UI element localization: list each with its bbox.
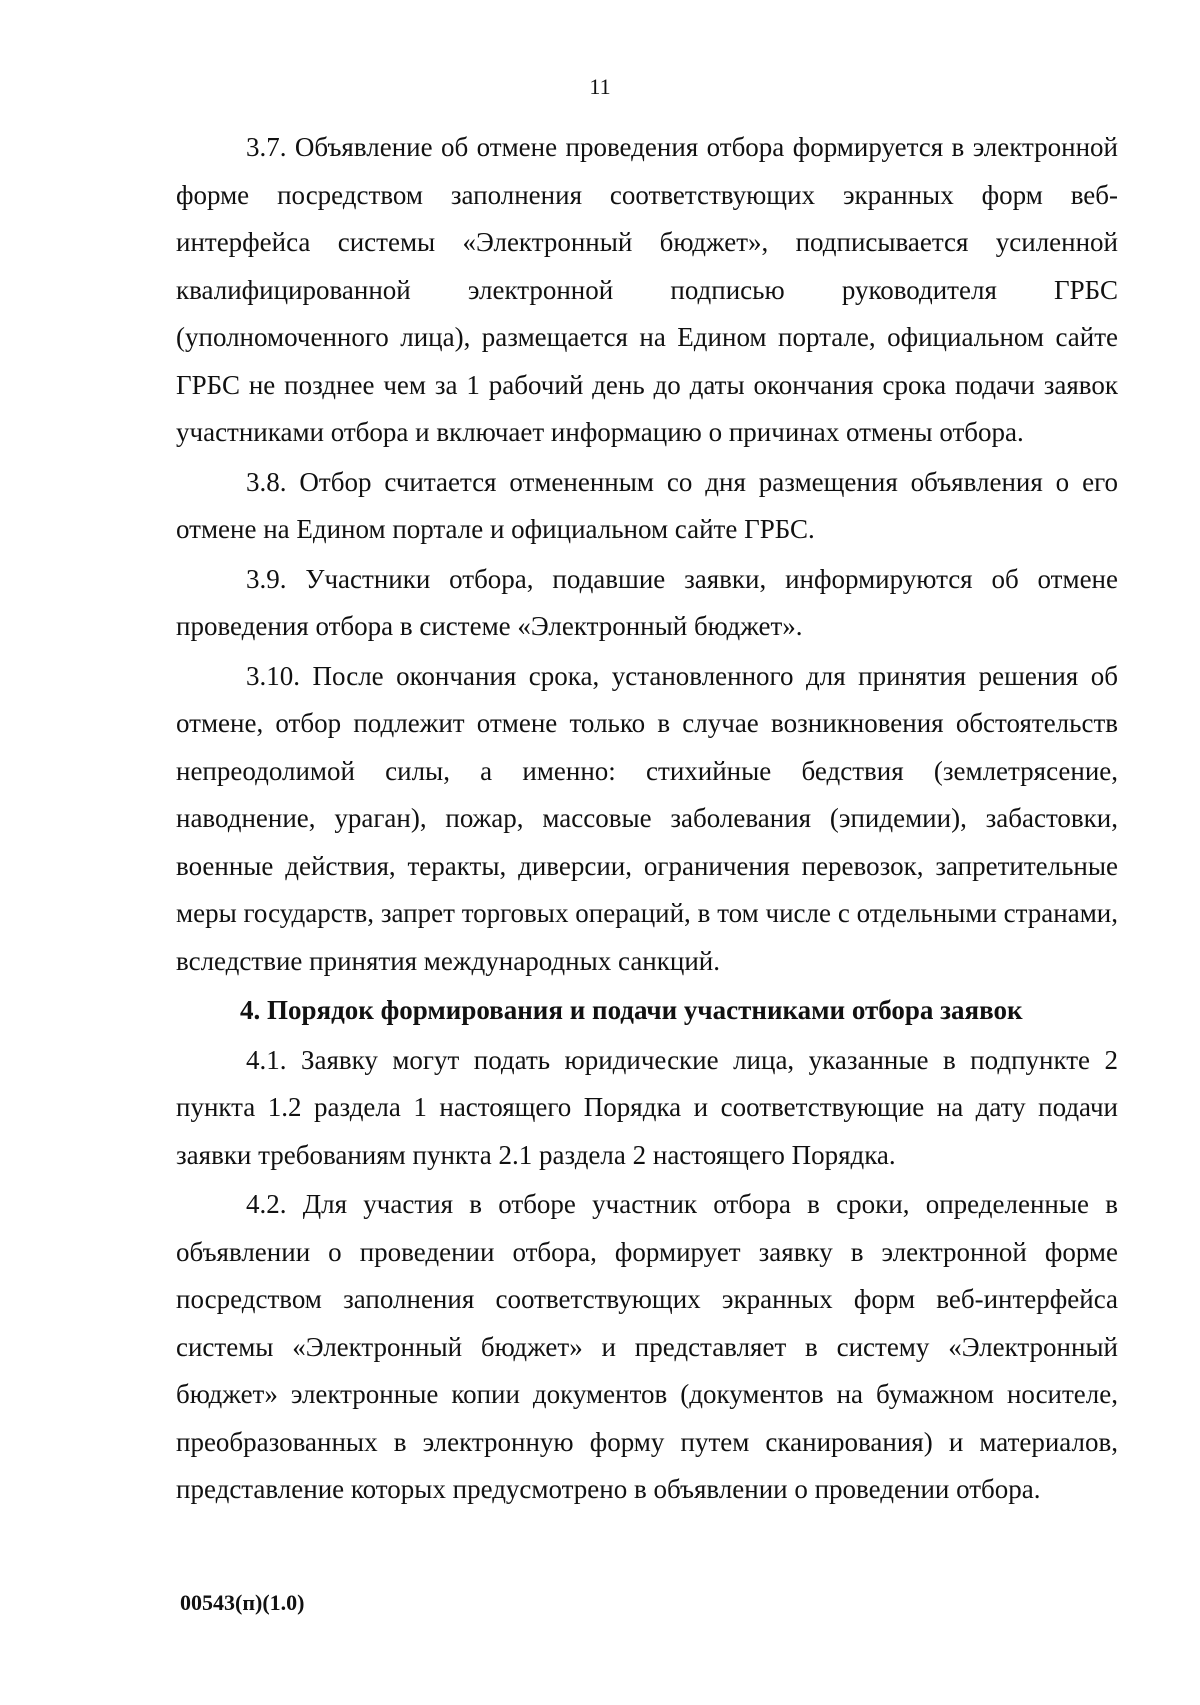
document-code: 00543(п)(1.0) — [180, 1590, 305, 1615]
document-body — [176, 124, 1118, 1516]
paragraph-3-8: 3.8. Отбор считается отмененным со дня размещения объявления о его отмене на Едином портале и официальном сайте ГРБС. — [176, 466, 1118, 544]
page-number: 11 — [589, 74, 611, 99]
paragraph-4-2: 4.2. Для участия в отборе участник отбора в сроки, определенные в объявлении о проведении отбора, формирует заявку в электронной форме посредством заполнения соответствующих экранных форм веб-интерфейса системы «Электронный бюджет» и представляет в систему «Электронный бюджет» электронные копии документов (документов на бумажном носителе, преобразованных в электронную форму путем сканирования) и материалов, представление которых предусмотрено в объявлении о проведении отбора. — [176, 1189, 1118, 1504]
paragraph-3-9: 3.9. Участники отбора, подавшие заявки, информируются об отмене проведения отбора в системе «Электронный бюджет». — [176, 563, 1118, 641]
paragraph-4-1: 4.1. Заявку могут подать юридические лица, указанные в подпункте 2 пункта 1.2 раздела 1 настоящего Порядка и соответствующие на дату подачи заявки требованиям пункта 2.1 раздела 2 настоящего Порядка. — [176, 1044, 1118, 1170]
section-heading: 4. Порядок формирования и подачи участниками отбора заявок — [240, 995, 1023, 1025]
paragraph-3-10: 3.10. После окончания срока, установленного для принятия решения об отмене, отбор подлежит отмене только в случае возникновения обстоятельств непреодолимой силы, а именно: стихийные бедствия (землетрясение, наводнение, ураган), пожар, массовые заболевания (эпидемии), забастовки, военные действия, теракты, диверсии, ограничения перевозок, запретительные меры государств, запрет торговых операций, в том числе с отдельными странами, вследствие принятия международных санкций. — [176, 660, 1118, 976]
paragraph-3-7: 3.7. Объявление об отмене проведения отбора формируется в электронной форме посредством заполнения соответствующих экранных форм веб-интерфейса системы «Электронный бюджет», подписывается усиленной квалифицированной электронной подписью руководителя ГРБС (уполномоченного лица), размещается на Едином портале, официальном сайте ГРБС не позднее чем за 1 рабочий день до даты окончания срока подачи заявок участниками отбора и включает информацию о причинах отмены отбора. — [176, 132, 1118, 447]
